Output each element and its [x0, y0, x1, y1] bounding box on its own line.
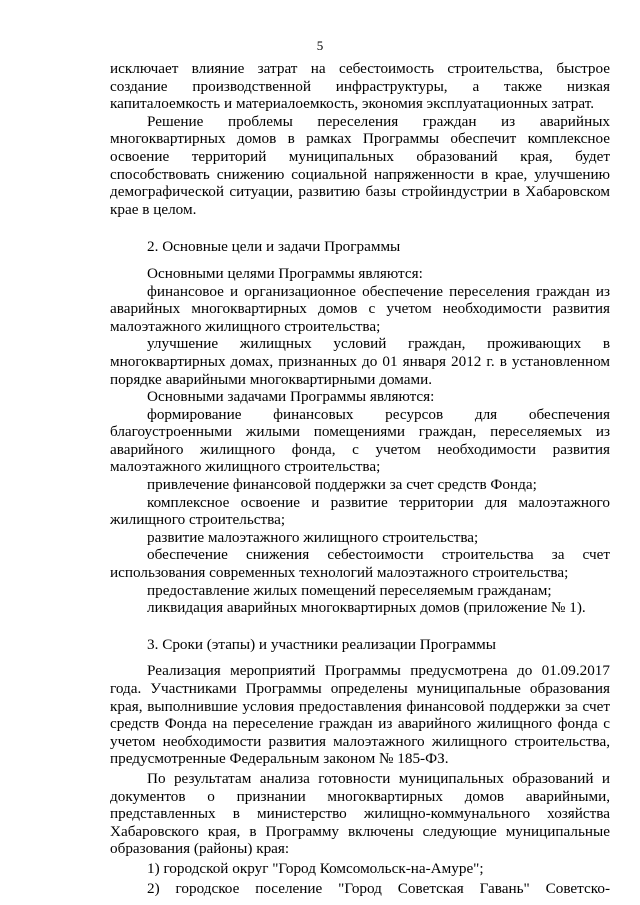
document-body: [110, 60, 610, 897]
task-item: ликвидация аварийных многоквартирных домов (приложение № 1).: [147, 599, 586, 617]
task-item: привлечение финансовой поддержки за счет средств Фонда;: [147, 476, 537, 494]
goal-item: финансовое и организационное обеспечение переселения граждан из аварийных многоквартирных домов с учетом необходимости развития малоэтажного жилищного строительства;: [110, 282, 610, 335]
section-3-paragraph-2: По результатам анализа готовности муниципальных образований и документов о признании многоквартирных домов аварийными, представленных в министерство жилищно-коммунального хозяйства Хабаровского края, в Программу включены следующие муниципальные образования (районы) края:: [110, 769, 610, 858]
tasks-intro: Основными задачами Программы являются:: [147, 388, 435, 406]
section-3-heading: 3. Сроки (этапы) и участники реализации Программы: [147, 635, 496, 653]
goals-intro: Основными целями Программы являются:: [147, 264, 423, 282]
task-item: комплексное освоение и развитие территории для малоэтажного жилищного строительства;: [110, 493, 610, 529]
task-item: развитие малоэтажного жилищного строительства;: [147, 528, 479, 546]
section-2-heading: 2. Основные цели и задачи Программы: [147, 238, 401, 256]
page-number: 5: [316, 38, 324, 53]
task-item: предоставление жилых помещений переселяемым гражданам;: [147, 581, 552, 599]
goal-item: улучшение жилищных условий граждан, проживающих в многоквартирных домах, признанных до 01 января 2012 г. в установленном порядке аварийными многоквартирными домами.: [110, 335, 610, 388]
municipality-list-item: 2) городское поселение "Город Советская Гавань" Советско-: [147, 879, 610, 897]
task-item: формирование финансовых ресурсов для обеспечения благоустроенными жилыми помещениями граждан, переселяемых из аварийного жилищного фонда, с учетом необходимости развития малоэтажного жилищного строительства;: [110, 405, 610, 476]
task-item: обеспечение снижения себестоимости строительства за счет использования современных технологий малоэтажного строительства;: [110, 546, 610, 582]
section-3-paragraph-1: Реализация мероприятий Программы предусмотрена до 01.09.2017 года. Участниками Программы определены муниципальные образования края, выполнившие условия предоставления финансовой поддержки за счет средств Фонда на переселение граждан из аварийного жилищного фонда с учетом необходимости развития малоэтажного жилищного строительства, предусмотренные Федеральным законом № 185-ФЗ.: [110, 662, 610, 768]
intro-paragraph-2: Решение проблемы переселения граждан из аварийных многоквартирных домов в рамках Программы обеспечит комплексное освоение территорий муниципальных образований края, будет способствовать снижению социальной напряженности в крае, улучшению демографической ситуации, развитию базы стройиндустрии в Хабаровском крае в целом.: [110, 112, 610, 218]
municipality-list-item: 1) городской округ "Город Комсомольск-на-Амуре";: [147, 859, 484, 877]
intro-paragraph-1: исключает влияние затрат на себестоимость строительства, быстрое создание производственной инфраструктуры, а также низкая капиталоемкость и материалоемкость, экономия эксплуатационных затрат.: [110, 60, 610, 113]
